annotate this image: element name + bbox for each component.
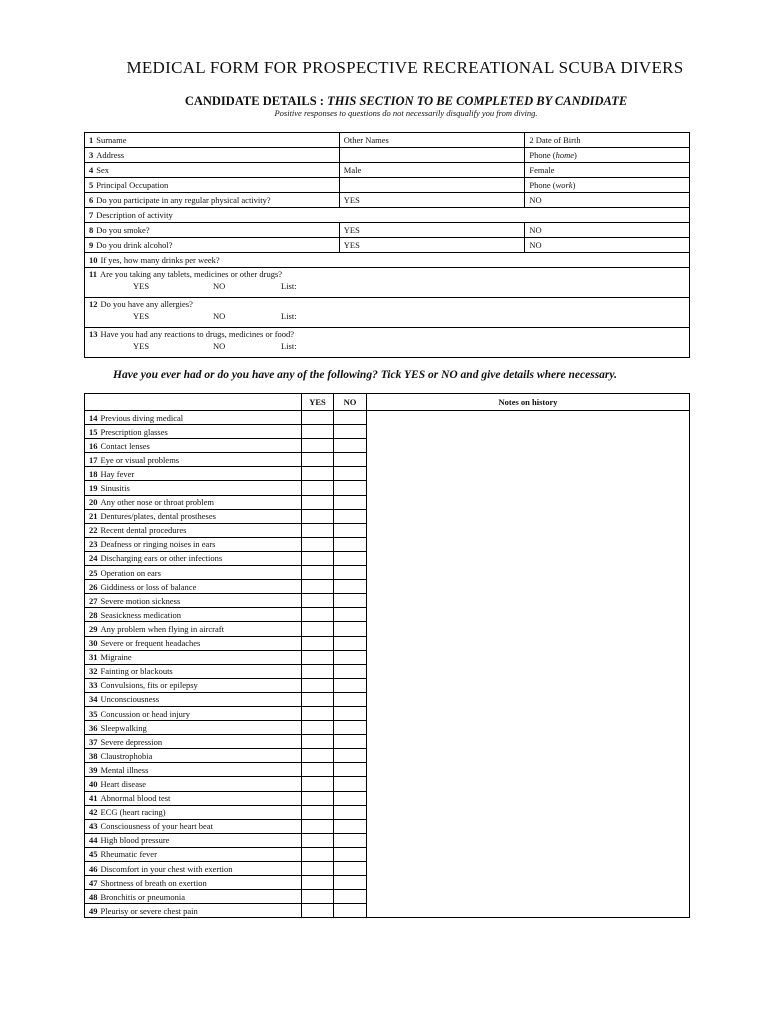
yes-checkbox[interactable] <box>302 862 334 876</box>
other-names-field[interactable]: Other Names <box>339 133 525 148</box>
address-field-extra[interactable] <box>339 148 525 163</box>
medical-history-table <box>84 393 690 918</box>
yes-checkbox[interactable] <box>302 537 334 551</box>
no-checkbox[interactable] <box>334 453 367 467</box>
no-checkbox[interactable] <box>334 636 367 650</box>
no-checkbox[interactable] <box>334 805 367 819</box>
yes-checkbox[interactable] <box>302 481 334 495</box>
no-checkbox[interactable] <box>334 439 367 453</box>
history-item-label: 40 Heart disease <box>85 777 302 791</box>
candidate-heading-label: CANDIDATE DETAILS : <box>184 94 324 108</box>
yes-checkbox[interactable] <box>302 566 334 580</box>
history-item-label: 32 Fainting or blackouts <box>85 664 302 678</box>
reactions-yes[interactable]: YES <box>133 341 150 351</box>
phone-work-field[interactable]: Phone (work) <box>525 178 690 193</box>
allergies-list-label: List: <box>281 311 297 321</box>
history-item-label: 47 Shortness of breath on exertion <box>85 876 302 890</box>
table-row <box>85 298 690 328</box>
history-item-label: 23 Deafness or ringing noises in ears <box>85 537 302 551</box>
smoke-question: 8 Do you smoke? <box>85 223 340 238</box>
allergies-question[interactable]: 12 Do you have any allergies? YES NO List: <box>85 298 690 328</box>
notes-on-history-field[interactable] <box>367 411 690 918</box>
history-item-label: 15 Prescription glasses <box>85 425 302 439</box>
table-row <box>85 208 690 223</box>
table-row <box>85 411 690 425</box>
no-checkbox[interactable] <box>334 819 367 833</box>
no-checkbox[interactable] <box>334 664 367 678</box>
no-checkbox[interactable] <box>334 847 367 861</box>
no-checkbox[interactable] <box>334 551 367 565</box>
history-item-label: 27 Severe motion sickness <box>85 594 302 608</box>
history-item-label: 37 Severe depression <box>85 735 302 749</box>
yes-checkbox[interactable] <box>302 580 334 594</box>
physical-activity-no[interactable]: NO <box>525 193 690 208</box>
disqualify-note: Positive responses to questions do not necessarily disqualify you from diving. <box>274 108 538 118</box>
reactions-list-label: List: <box>281 341 297 351</box>
history-item-label: 33 Convulsions, fits or epilepsy <box>85 678 302 692</box>
sex-male-option[interactable]: Male <box>339 163 525 178</box>
table-row <box>85 253 690 268</box>
history-item-header <box>85 394 302 411</box>
table-row <box>85 193 690 208</box>
yes-checkbox[interactable] <box>302 453 334 467</box>
yes-checkbox[interactable] <box>302 847 334 861</box>
no-checkbox[interactable] <box>334 425 367 439</box>
yes-checkbox[interactable] <box>302 904 334 918</box>
history-item-label: 31 Migraine <box>85 650 302 664</box>
yes-checkbox[interactable] <box>302 890 334 904</box>
no-checkbox[interactable] <box>334 890 367 904</box>
yes-column-header: YES <box>302 394 334 411</box>
table-row <box>85 178 690 193</box>
no-checkbox[interactable] <box>334 876 367 890</box>
history-question: Have you ever had or do you have any of the following? Tick YES or NO and give details where necessary. <box>113 369 617 381</box>
occupation-field[interactable]: 5 Principal Occupation <box>85 178 340 193</box>
medications-question[interactable]: 11 Are you taking any tablets, medicines or other drugs? YES NO List: <box>85 268 690 298</box>
yes-checkbox[interactable] <box>302 876 334 890</box>
medications-list-label: List: <box>281 281 297 291</box>
no-checkbox[interactable] <box>334 749 367 763</box>
reactions-question[interactable]: 13 Have you had any reactions to drugs, medicines or food? YES NO List: <box>85 328 690 358</box>
table-header-row <box>85 394 690 411</box>
history-item-label: 49 Pleurisy or severe chest pain <box>85 904 302 918</box>
no-checkbox[interactable] <box>334 706 367 720</box>
yes-checkbox[interactable] <box>302 425 334 439</box>
no-checkbox[interactable] <box>334 608 367 622</box>
history-item-label: 39 Mental illness <box>85 763 302 777</box>
table-row <box>85 238 690 253</box>
allergies-no[interactable]: NO <box>213 311 226 321</box>
table-row <box>85 268 690 298</box>
smoke-yes[interactable]: YES <box>339 223 525 238</box>
history-item-label: 24 Discharging ears or other infections <box>85 551 302 565</box>
yes-checkbox[interactable] <box>302 551 334 565</box>
yes-checkbox[interactable] <box>302 636 334 650</box>
sex-female-option[interactable]: Female <box>525 163 690 178</box>
no-checkbox[interactable] <box>334 678 367 692</box>
history-item-label: 36 Sleepwalking <box>85 721 302 735</box>
yes-checkbox[interactable] <box>302 678 334 692</box>
alcohol-yes[interactable]: YES <box>339 238 525 253</box>
history-item-label: 44 High blood pressure <box>85 833 302 847</box>
occupation-field-extra[interactable] <box>339 178 525 193</box>
no-checkbox[interactable] <box>334 537 367 551</box>
yes-checkbox[interactable] <box>302 706 334 720</box>
form-title: MEDICAL FORM FOR PROSPECTIVE RECREATIONAL SCUBA DIVERS <box>126 58 684 77</box>
candidate-heading-instruction: THIS SECTION TO BE COMPLETED BY CANDIDATE <box>327 94 628 108</box>
notes-column-header: Notes on history <box>367 394 690 411</box>
no-checkbox[interactable] <box>334 904 367 918</box>
physical-activity-yes[interactable]: YES <box>339 193 525 208</box>
table-row <box>85 223 690 238</box>
yes-checkbox[interactable] <box>302 523 334 537</box>
yes-checkbox[interactable] <box>302 594 334 608</box>
physical-activity-question: 6 Do you participate in any regular physical activity? <box>85 193 340 208</box>
history-item-label: 26 Giddiness or loss of balance <box>85 580 302 594</box>
history-item-label: 34 Unconsciousness <box>85 692 302 706</box>
history-item-label: 38 Claustrophobia <box>85 749 302 763</box>
no-checkbox[interactable] <box>334 594 367 608</box>
history-item-label: 18 Hay fever <box>85 467 302 481</box>
history-item-label: 46 Discomfort in your chest with exertion <box>85 862 302 876</box>
history-item-label: 29 Any problem when flying in aircraft <box>85 622 302 636</box>
no-checkbox[interactable] <box>334 721 367 735</box>
no-checkbox[interactable] <box>334 833 367 847</box>
no-checkbox[interactable] <box>334 763 367 777</box>
history-item-label: 30 Severe or frequent headaches <box>85 636 302 650</box>
history-item-label: 20 Any other nose or throat problem <box>85 495 302 509</box>
table-row <box>85 328 690 358</box>
history-item-label: 21 Dentures/plates, dental prostheses <box>85 509 302 523</box>
yes-checkbox[interactable] <box>302 735 334 749</box>
history-item-label: 28 Seasickness medication <box>85 608 302 622</box>
no-checkbox[interactable] <box>334 580 367 594</box>
yes-checkbox[interactable] <box>302 439 334 453</box>
yes-checkbox[interactable] <box>302 467 334 481</box>
yes-checkbox[interactable] <box>302 777 334 791</box>
alcohol-question: 9 Do you drink alcohol? <box>85 238 340 253</box>
history-item-label: 22 Recent dental procedures <box>85 523 302 537</box>
no-checkbox[interactable] <box>334 650 367 664</box>
no-checkbox[interactable] <box>334 523 367 537</box>
history-item-label: 16 Contact lenses <box>85 439 302 453</box>
history-item-label: 14 Previous diving medical <box>85 411 302 425</box>
history-item-label: 48 Bronchitis or pneumonia <box>85 890 302 904</box>
history-item-label: 41 Abnormal blood test <box>85 791 302 805</box>
yes-checkbox[interactable] <box>302 509 334 523</box>
drinks-per-week-field[interactable]: 10 If yes, how many drinks per week? <box>85 253 690 268</box>
yes-checkbox[interactable] <box>302 791 334 805</box>
no-checkbox[interactable] <box>334 862 367 876</box>
no-checkbox[interactable] <box>334 777 367 791</box>
yes-checkbox[interactable] <box>302 692 334 706</box>
history-item-label: 25 Operation on ears <box>85 566 302 580</box>
smoke-no[interactable]: NO <box>525 223 690 238</box>
no-column-header: NO <box>334 394 367 411</box>
activity-description-field[interactable]: 7 Description of activity <box>85 208 690 223</box>
reactions-no[interactable]: NO <box>213 341 226 351</box>
yes-checkbox[interactable] <box>302 721 334 735</box>
table-row <box>85 163 690 178</box>
no-checkbox[interactable] <box>334 791 367 805</box>
no-checkbox[interactable] <box>334 495 367 509</box>
yes-checkbox[interactable] <box>302 763 334 777</box>
no-checkbox[interactable] <box>334 622 367 636</box>
history-item-label: 17 Eye or visual problems <box>85 453 302 467</box>
date-of-birth-field[interactable]: 2 Date of Birth <box>525 133 690 148</box>
no-checkbox[interactable] <box>334 692 367 706</box>
medications-no[interactable]: NO <box>213 281 226 291</box>
yes-checkbox[interactable] <box>302 833 334 847</box>
sex-label: 4 Sex <box>85 163 340 178</box>
yes-checkbox[interactable] <box>302 608 334 622</box>
history-item-label: 45 Rheumatic fever <box>85 847 302 861</box>
yes-checkbox[interactable] <box>302 622 334 636</box>
medications-yes[interactable]: YES <box>133 281 150 291</box>
yes-checkbox[interactable] <box>302 749 334 763</box>
history-item-label: 19 Sinusitis <box>85 481 302 495</box>
history-item-label: 43 Consciousness of your heart beat <box>85 819 302 833</box>
no-checkbox[interactable] <box>334 481 367 495</box>
yes-checkbox[interactable] <box>302 664 334 678</box>
alcohol-no[interactable]: NO <box>525 238 690 253</box>
table-row <box>85 148 690 163</box>
table-row <box>85 133 690 148</box>
history-item-label: 35 Concussion or head injury <box>85 706 302 720</box>
allergies-yes[interactable]: YES <box>133 311 150 321</box>
candidate-heading <box>0 94 768 109</box>
candidate-details-table <box>84 132 690 358</box>
no-checkbox[interactable] <box>334 509 367 523</box>
yes-checkbox[interactable] <box>302 495 334 509</box>
address-field[interactable]: 3 Address <box>85 148 340 163</box>
yes-checkbox[interactable] <box>302 805 334 819</box>
phone-home-field[interactable]: Phone (home) <box>525 148 690 163</box>
yes-checkbox[interactable] <box>302 819 334 833</box>
history-item-label: 42 ECG (heart racing) <box>85 805 302 819</box>
no-checkbox[interactable] <box>334 566 367 580</box>
no-checkbox[interactable] <box>334 411 367 425</box>
no-checkbox[interactable] <box>334 735 367 749</box>
yes-checkbox[interactable] <box>302 650 334 664</box>
yes-checkbox[interactable] <box>302 411 334 425</box>
surname-field[interactable]: 1 Surname <box>85 133 340 148</box>
no-checkbox[interactable] <box>334 467 367 481</box>
